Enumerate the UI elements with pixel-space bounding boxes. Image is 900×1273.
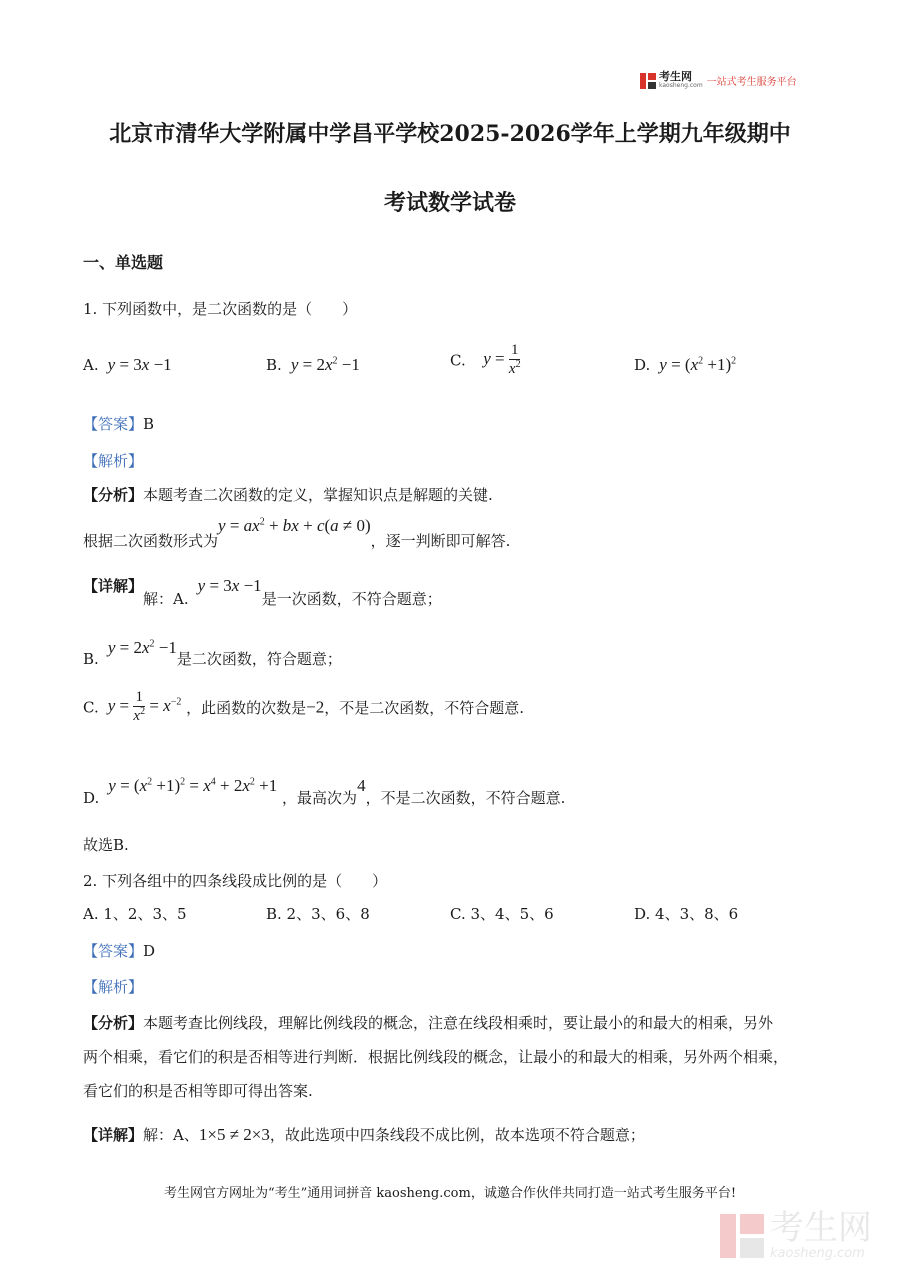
q1-analysis-tag: 【解析】: [83, 452, 144, 470]
q1-detail-d: [83, 775, 566, 807]
q1-answer: [83, 413, 154, 434]
q1-detail-a-note: 是一次函数，不符合题意；: [261, 590, 442, 608]
watermark-domain: kaosheng.com: [770, 1246, 865, 1261]
q1-option-c: [450, 343, 521, 378]
q1-detail-tag: 【详解】: [83, 577, 144, 595]
q1-conclusion: 故选B.: [83, 836, 129, 854]
q1-detail-a: [83, 575, 442, 608]
q1-form-pre: 根据二次函数形式为: [83, 532, 219, 550]
q1-option-b-label: B.: [266, 356, 282, 374]
q1-option-a-label: A.: [83, 356, 99, 374]
q1-answer-tag: 【答案】: [83, 415, 144, 433]
q1-fenxi: [83, 484, 493, 505]
q1-option-c-formula: y = $\frac{1}{x^2}$: [470, 342, 521, 377]
watermark-name: 考生网: [770, 1208, 872, 1248]
q1-detail-b: [83, 637, 342, 668]
q1-option-c-label: C.: [450, 351, 466, 370]
q2-fenxi-line2: 两个相乘，看它们的积是否相等进行判断．根据比例线段的概念，让最小的和最大的相乘，另外两个相乘，: [83, 1048, 789, 1066]
q1-general-form: [83, 515, 511, 550]
header-logo: [640, 72, 797, 89]
q2-option-b: B. 2、3、6、8: [266, 905, 370, 923]
q1-option-d-formula: $y = (x^2 +1)^2$: [655, 355, 737, 374]
q2-fenxi-tag: 【分析】: [83, 1014, 144, 1032]
q2-option-c: C. 3、4、5、6: [450, 905, 554, 923]
question-2-stem: 2. 下列各组中的四条线段成比例的是（ ）: [83, 872, 388, 890]
q2-answer-value: D: [143, 942, 156, 960]
q1-general-form-formula: $y = ax^2$ + bx + c(a ≠ 0): [218, 516, 371, 535]
q1-option-b: [266, 355, 360, 375]
q1-detail-b-formula: $y = 2x^2 -1$: [103, 638, 177, 657]
q1-detail-c-value: −2: [306, 697, 325, 717]
logo-domain: kaosheng.com: [659, 82, 703, 89]
q1-detail-b-label: B.: [83, 650, 99, 668]
q1-option-a: [83, 355, 172, 375]
q2-detail-tag: 【详解】: [83, 1126, 144, 1144]
page-footer: 考生网官方网址为“考生”通用词拼音 kaosheng.com，诚邀合作伙伴共同打造一站式考生服务平台!: [163, 1186, 737, 1201]
q2-fenxi-line3: 看它们的积是否相等即可得出答案.: [83, 1082, 313, 1100]
watermark-logo: [720, 1210, 872, 1261]
q2-analysis-tag: 【解析】: [83, 978, 144, 996]
q2-detail-formula: 1×5 ≠ 2×3: [198, 1125, 270, 1144]
q2-option-d: D. 4、3、8、6: [634, 905, 739, 923]
q2-detail-post: ，故此选项中四条线段不成比例，故本选项不符合题意；: [269, 1126, 645, 1144]
q1-detail-d-note-post: ，不是二次函数，不符合题意.: [365, 789, 566, 807]
question-1-stem: 1. 下列函数中，是二次函数的是（ ）: [83, 300, 358, 318]
q1-detail-c: [83, 690, 524, 725]
q1-detail-c-formula: y = $\frac{1}{x^2}$ = $x^{-2}$: [103, 689, 182, 724]
q2-answer-tag: 【答案】: [83, 942, 144, 960]
q2-detail: [83, 1124, 645, 1145]
q1-detail-b-note: 是二次函数，符合题意；: [176, 650, 342, 668]
q1-detail-d-value: 4: [357, 776, 366, 795]
section-heading: 一、单选题: [83, 253, 164, 272]
q1-detail-d-note-pre: ，最高次为: [282, 789, 358, 807]
q1-option-a-formula: y = 3x −1: [103, 355, 172, 374]
q1-form-post: ，逐一判断即可解答.: [370, 532, 511, 550]
page-title-line1: 北京市清华大学附属中学昌平学校2025-2026学年上学期九年级期中: [109, 121, 791, 147]
q1-fenxi-tag: 【分析】: [83, 486, 144, 504]
q1-detail-d-formula: $y = (x^2 +1)^2 = x^4 + 2x^2 +1$: [104, 776, 278, 795]
q1-detail-c-label: C.: [83, 698, 99, 717]
q1-option-d-label: D.: [634, 356, 651, 374]
q1-answer-value: B: [143, 415, 155, 433]
kaosheng-logo-icon: [640, 73, 656, 89]
q1-detail-d-label: D.: [83, 789, 100, 807]
q2-option-a: A. 1、2、3、5: [83, 905, 187, 923]
q2-fenxi-text-1: 本题考查比例线段，理解比例线段的概念，注意在线段相乘时，要让最小的和最大的相乘，另外: [143, 1014, 774, 1032]
q2-answer: [83, 940, 155, 961]
q2-detail-pre: 解：A、: [143, 1126, 199, 1144]
watermark-logo-icon: [720, 1214, 764, 1258]
q1-option-d: [634, 355, 736, 375]
logo-slogan: 一站式考生服务平台: [706, 77, 797, 88]
q1-detail-a-formula: y = 3x −1: [193, 576, 262, 595]
q1-detail-pre: 解：A.: [143, 590, 189, 608]
q1-detail-c-note-post: ，不是二次函数，不符合题意.: [324, 698, 525, 717]
q2-fenxi-line1: [83, 1012, 773, 1033]
q1-option-b-formula: $y = 2x^2 -1$: [286, 355, 360, 374]
q1-fenxi-text: 本题考查二次函数的定义，掌握知识点是解题的关键.: [143, 486, 493, 504]
q1-detail-c-note-pre: ，此函数的次数是: [186, 698, 307, 717]
page-title-line2: 考试数学试卷: [383, 190, 516, 216]
logo-name: 考生网: [659, 70, 692, 83]
